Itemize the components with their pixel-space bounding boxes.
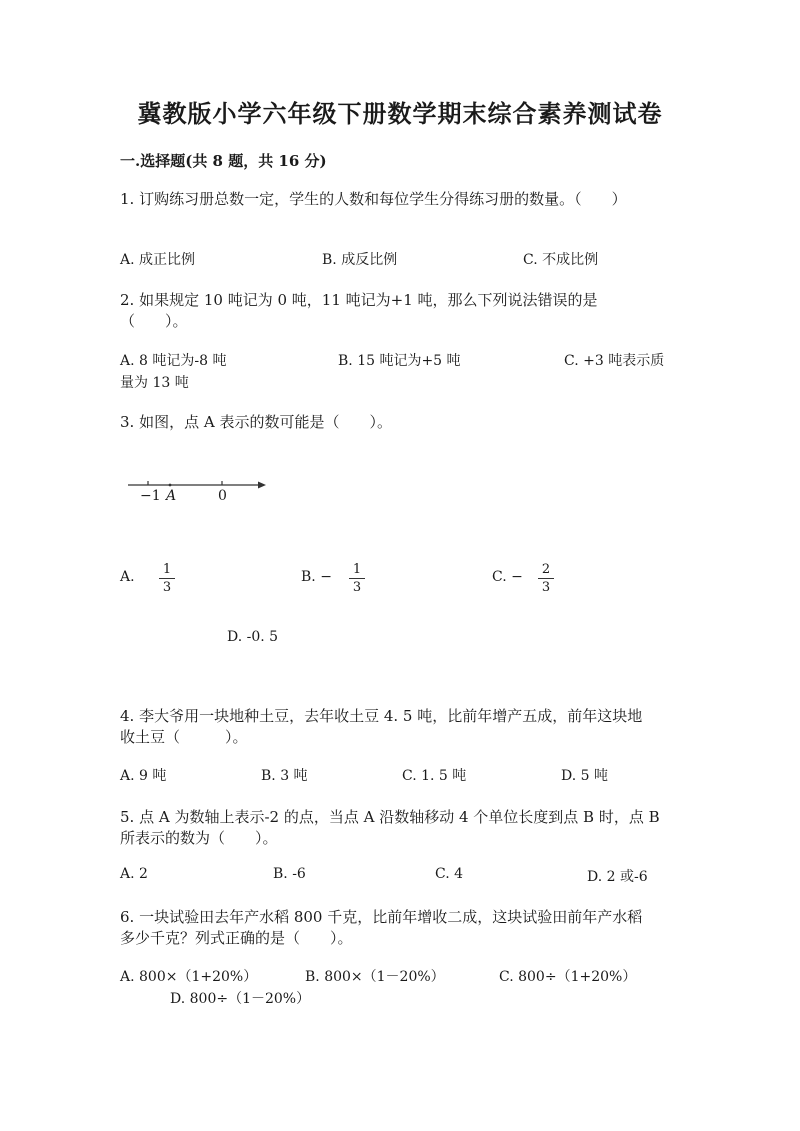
point-a-label: A	[166, 488, 177, 504]
q2-option-c[interactable]: C. +3 吨表示质	[564, 353, 665, 369]
q5-option-b[interactable]: B. -6	[273, 866, 306, 882]
question-4-stem: 4. 李大爷用一块地种土豆，去年收土豆 4. 5 吨，比前年增产五成，前年这块地	[120, 707, 643, 725]
q3-option-c-fraction	[538, 561, 554, 596]
question-5-stem: 5. 点 A 为数轴上表示-2 的点，当点 A 沿数轴移动 4 个单位长度到点 B 时，点 B	[120, 808, 660, 826]
q6-option-c[interactable]: C. 800÷（1+20%）	[499, 969, 637, 985]
question-3-stem: 3. 如图，点 A 表示的数可能是（ ）。	[120, 413, 392, 431]
fraction-denominator: 3	[541, 580, 551, 595]
fraction-numerator: 1	[349, 561, 365, 579]
section-heading: 一.选择题(共 8 题，共 16 分)	[120, 152, 327, 170]
q4-option-c[interactable]: C. 1. 5 吨	[402, 768, 467, 784]
tick-label-zero: 0	[218, 488, 227, 504]
q4-option-d[interactable]: D. 5 吨	[561, 768, 608, 784]
question-5-stem-line2: 所表示的数为（ ）。	[120, 829, 278, 847]
point-a-marker	[169, 484, 172, 487]
q3-option-c[interactable]: C. −	[492, 569, 523, 585]
question-2-stem: 2. 如果规定 10 吨记为 0 吨，11 吨记为+1 吨，那么下列说法错误的是	[120, 291, 598, 309]
q6-option-b[interactable]: B. 800×（1－20%）	[305, 969, 445, 985]
question-4-stem-line2: 收土豆（ ）。	[120, 728, 248, 746]
q5-option-a[interactable]: A. 2	[120, 866, 148, 882]
q5-option-d[interactable]: D. 2 或-6	[587, 869, 648, 885]
q1-option-b[interactable]: B. 成反比例	[322, 252, 398, 268]
fraction-numerator: 2	[538, 561, 554, 579]
q2-option-a[interactable]: A. 8 吨记为-8 吨	[120, 353, 227, 369]
q1-option-c[interactable]: C. 不成比例	[523, 252, 599, 268]
number-line-arrow	[258, 482, 266, 489]
q6-option-a[interactable]: A. 800×（1+20%）	[120, 969, 258, 985]
q4-option-b[interactable]: B. 3 吨	[261, 768, 308, 784]
fraction-denominator: 3	[162, 580, 172, 595]
q3-option-b-fraction	[349, 561, 365, 596]
q4-option-a[interactable]: A. 9 吨	[120, 768, 167, 784]
q5-option-c[interactable]: C. 4	[435, 866, 464, 882]
question-1-stem: 1. 订购练习册总数一定，学生的人数和每位学生分得练习册的数量。（ ）	[120, 190, 627, 208]
number-line-figure	[128, 470, 273, 506]
q3-option-d[interactable]: D. -0. 5	[227, 629, 279, 645]
fraction-denominator: 3	[352, 580, 362, 595]
question-6-stem: 6. 一块试验田去年产水稻 800 千克，比前年增收二成，这块试验田前年产水稻	[120, 908, 643, 926]
fraction-numerator: 1	[159, 561, 175, 579]
question-6-stem-line2: 多少千克？列式正确的是（ ）。	[120, 929, 353, 947]
tick-label-minus-one: −1	[140, 488, 161, 504]
q3-option-b[interactable]: B. −	[301, 569, 332, 585]
q1-option-a[interactable]: A. 成正比例	[120, 252, 196, 268]
q2-option-b[interactable]: B. 15 吨记为+5 吨	[338, 353, 461, 369]
q3-option-a-fraction	[159, 561, 175, 596]
q2-option-c-line2: 量为 13 吨	[120, 375, 189, 391]
page-title: 冀教版小学六年级下册数学期末综合素养测试卷	[137, 99, 663, 128]
q6-option-d[interactable]: D. 800÷（1－20%）	[170, 991, 311, 1007]
q3-option-a[interactable]: A.	[120, 569, 135, 585]
question-2-stem-line2: （ ）。	[120, 312, 188, 330]
